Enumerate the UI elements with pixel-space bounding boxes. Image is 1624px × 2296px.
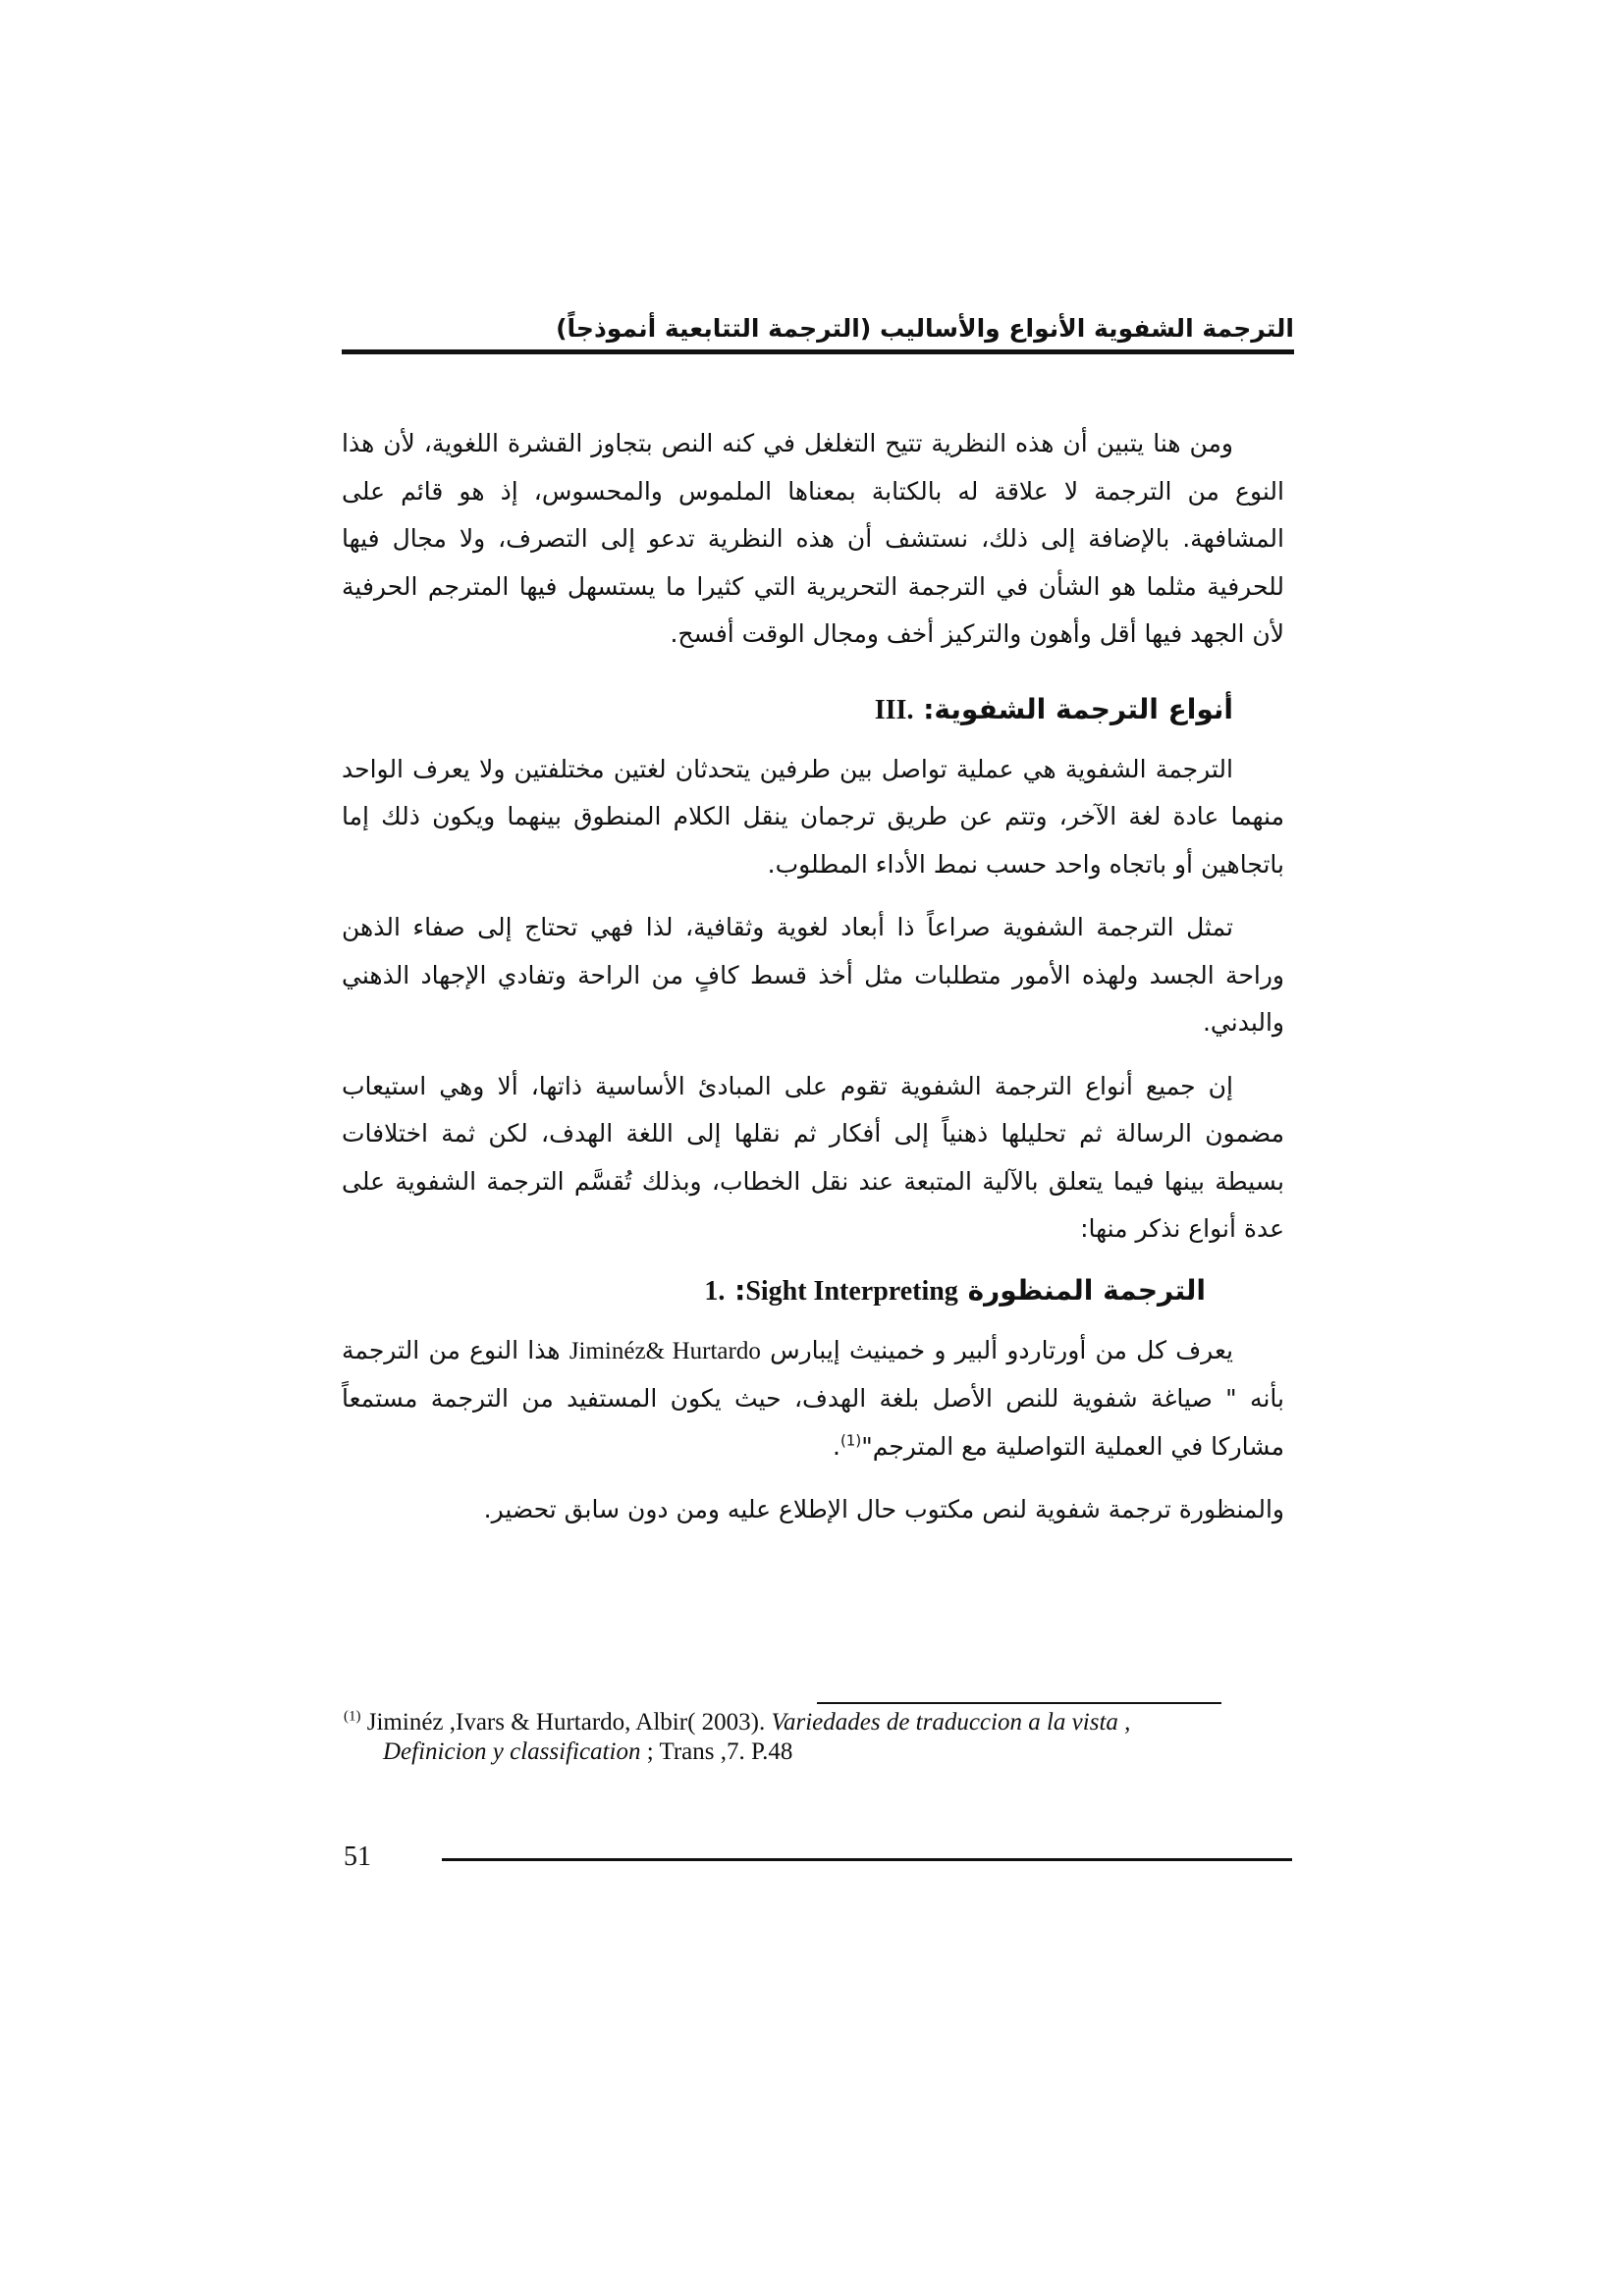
paragraph: تمثل الترجمة الشفوية صراعاً ذا أبعاد لغوية وثقافية، لذا فهي تحتاج إلى صفاء الذهن وراحة الجسد ولهذه الأمور متطلبات مثل أخذ قسط كافٍ من الراحة وتفادي الإجهاد الذهني والبدني. (342, 913, 1284, 1037)
subsection-suffix: : (734, 1273, 746, 1307)
header-rule (342, 349, 1294, 354)
footnote-citation: Jiminéz ,Ivars & Hurtardo, Albir( 2003). (366, 1709, 766, 1735)
footnote-reference[interactable]: (1) (839, 1431, 862, 1450)
paragraph: الترجمة الشفوية هي عملية تواصل بين طرفين يتحدثان لغتين مختلفتين ولا يعرف الواحد منهما عادة لغة الآخر، وتتم عن طريق ترجمان ينقل الكلام المنطوق بينهما ويكون ذلك إما باتجاهين أو باتجاه واحد حسب نمط الأداء المطلوب. (342, 754, 1284, 879)
paragraph: إن جميع أنواع الترجمة الشفوية تقوم على المبادئ الأساسية ذاتها، ألا وهي استيعاب مضمون الرسالة ثم تحليلها ذهنياً إلى أفكار ثم نقلها إلى اللغة الهدف، لكن ثمة اختلافات بسيطة بينها فيما يتعلق بالآلية المتبعة عند نقل الخطاب، وبذلك تُقسَّم الترجمة الشفوية على عدة أنواع نذكر منها: (342, 1071, 1284, 1243)
footnote-line-2 (344, 1737, 1286, 1767)
main-text (342, 420, 1284, 1550)
footnote-rule (817, 1702, 1221, 1704)
running-header: الترجمة الشفوية الأنواع والأساليب (الترجمة التتابعية أنموذجاً) (556, 314, 1294, 343)
paragraph: ومن هنا يتبين أن هذه النظرية تتيح التغلغل في كنه النص بتجاوز القشرة اللغوية، لأن هذا النوع من الترجمة لا علاقة له بالكتابة بمعناها الملموس والمحسوس، إذ هو قائم على المشافهة. بالإضافة إلى ذلك، نستشف أن هذه النظرية تدعو إلى التصرف، ولا مجال فيها للحرفية مثلما هو الشأن في الترجمة التحريرية التي كثيرا ما يستسهل فيها المترجم الحرفية لأن الجهد فيها أقل وأهون والتركيز أخف ومجال الوقت أفسح. (342, 429, 1284, 648)
footnote-italic-subtitle: Definicion y classification (383, 1738, 641, 1765)
paragraph (342, 1327, 1284, 1471)
section-heading (342, 688, 1284, 732)
subsection-title-en: Sight Interpreting (745, 1275, 958, 1307)
footnote-tail: ; Trans ,7. P.48 (646, 1738, 793, 1765)
paragraph: والمنظورة ترجمة شفوية لنص مكتوب حال الإطلاع عليه ومن دون سابق تحضير. (483, 1495, 1284, 1523)
section-title: أنواع الترجمة الشفوية: (923, 692, 1233, 725)
subsection-title-ar: الترجمة المنظورة (967, 1273, 1206, 1307)
paragraph-text: يعرف كل من أورتاردو ألبير و خمينيث إيبارس (770, 1335, 1233, 1364)
footer-rule (442, 1858, 1292, 1861)
paragraph-text: هذا النوع من الترجمة بأنه " صياغة شفوية للنص الأصل بلغة الهدف، حيث يكون المستفيد من الترجمة مستمعاً مشاركا في العملية التواصلية مع المترجم" (342, 1335, 1284, 1461)
footnote-italic-title: Variedades de traduccion a la vista , (771, 1709, 1131, 1735)
paragraph-text: . (832, 1431, 840, 1461)
footnote (344, 1708, 1286, 1767)
subsection-heading (342, 1269, 1284, 1313)
subsection-number: 1. (704, 1275, 726, 1307)
footnote-marker: (1) (344, 1708, 361, 1725)
page-number: 51 (344, 1842, 371, 1872)
author-names: Jiminéz& Hurtardo (568, 1337, 761, 1364)
section-number: III. (874, 694, 914, 725)
